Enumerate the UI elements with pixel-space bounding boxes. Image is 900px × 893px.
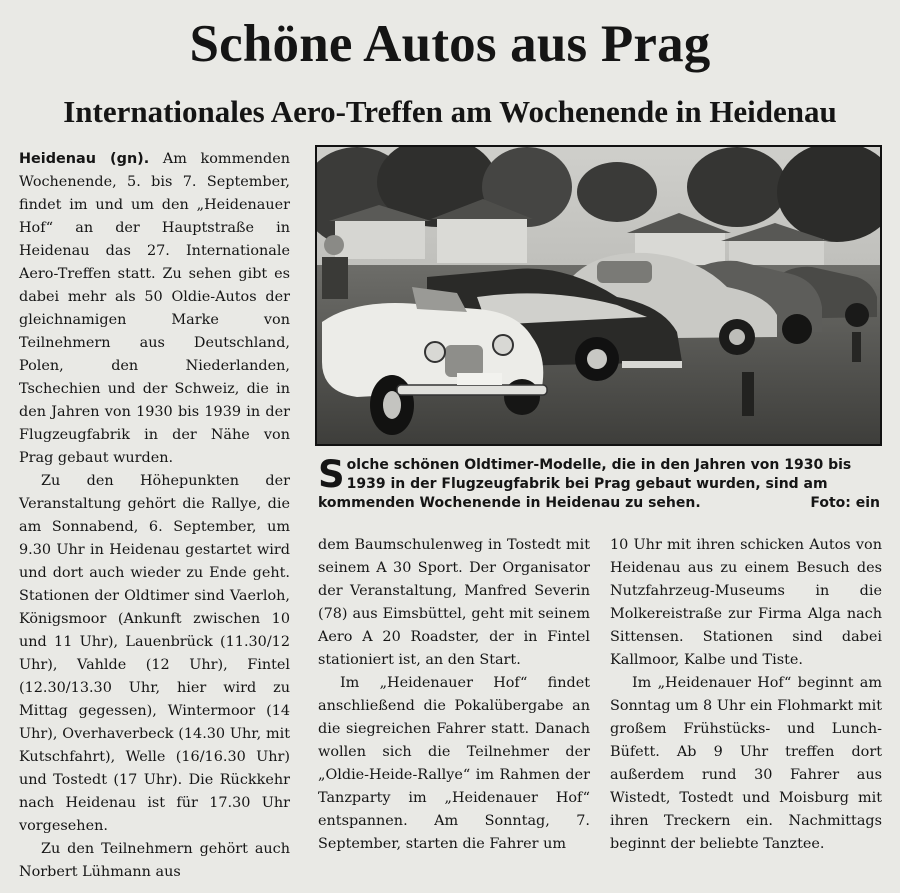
article-column-3 [610,534,882,856]
article-column-2 [318,534,590,856]
photo-caption [318,453,880,513]
dateline: Heidenau (gn). [19,151,150,167]
paragraph-text: Am kommenden Wochenende, 5. bis 7. September, findet im und um den „Heidenauer Hof“ an der Hauptstraße in Heidenau das 27. Internationale Aero-Treffen statt. Zu sehen gibt es dabei mehr als 50 Oldie-Autos der gleichnamigen Marke von Teilnehmern aus Deutschland, Polen, den Niederlanden, Tschechien und der Schweiz, die in den Jahren von 1930 bis 1939 in der Flugzeugfabrik in der Nähe von Prag gebaut wurden. [19,151,290,466]
article-paragraph: dem Baumschulenweg in Tostedt mit seinem A 30 Sport. Der Organisator der Veranstaltung, Manfred Severin (78) aus Eimsbüttel, geht mit seinem Aero A 20 Roadster, der in Fintel stationiert ist, an den Start. [318,537,590,668]
article-photo [315,145,882,446]
article-paragraph: Zu den Teilnehmern gehört auch Norbert Lühmann aus [19,841,290,880]
article-paragraph: Im „Heidenauer Hof“ beginnt am Sonntag um 8 Uhr ein Flohmarkt mit großem Frühstücks- und Lunch-Büfett. Ab 9 Uhr treffen dort außerdem rund 30 Fahrer aus Wistedt, Tostedt und Moisburg mit ihren Treckern ein. Nachmittags beginnt der beliebte Tanztee. [610,675,882,852]
article-paragraph: Im „Heidenauer Hof“ findet anschließend die Pokalübergabe an die siegreichen Fahrer statt. Danach wollen sich die Teilnehmer der „Oldie-Heide-Rallye“ im Rahmen der Tanzparty im „Heidenauer Hof“ entspannen. Am Sonntag, 7. September, starten die Fahrer um [318,675,590,852]
article-paragraph: Zu den Höhepunkten der Veranstaltung gehört die Rallye, die am Sonnabend, 6. September, um 9.30 Uhr in Heidenau gestartet wird und dort auch wieder zu Ende geht. Stationen der Oldtimer sind Vaerloh, Königsmoor (Ankunft zwischen 10 und 11 Uhr), Lauenbrück (11.30/12 Uhr), Vahlde (12 Uhr), Fintel (12.30/13.30 Uhr, hier wird zu Mittag gegessen), Wintermoor (14 Uhr), Overhaverbeck (14.30 Uhr, mit Kutschfahrt), Welle (16/16.30 Uhr) und Tostedt (17 Uhr). Die Rückkehr nach Heidenau ist für 17.30 Uhr vorgesehen. [19,473,290,834]
vintage-cars-photo [317,147,880,444]
headline: Schöne Autos aus Prag [189,15,711,73]
subheadline: Internationales Aero-Treffen am Wochenende in Heidenau [63,94,837,129]
article-column-1 [19,148,290,884]
photo-credit: Foto: ein [810,495,880,511]
article-paragraph: 10 Uhr mit ihren schicken Autos von Heidenau aus zu einem Besuch des Nutzfahrzeug-Museums in die Molkereistraße zur Firma Alga nach Sittensen. Stationen sind dabei Kallmoor, Kalbe und Tiste. [610,537,882,668]
article-paragraph [19,148,290,470]
caption-drop-cap: S [318,453,345,496]
caption-text: olche schönen Oldtimer-Modelle, die in den Jahren von 1930 bis 1939 in der Flugzeugfabrik bei Prag gebaut wurden, sind am kommenden Wochenende in Heidenau zu sehen. [318,457,852,511]
